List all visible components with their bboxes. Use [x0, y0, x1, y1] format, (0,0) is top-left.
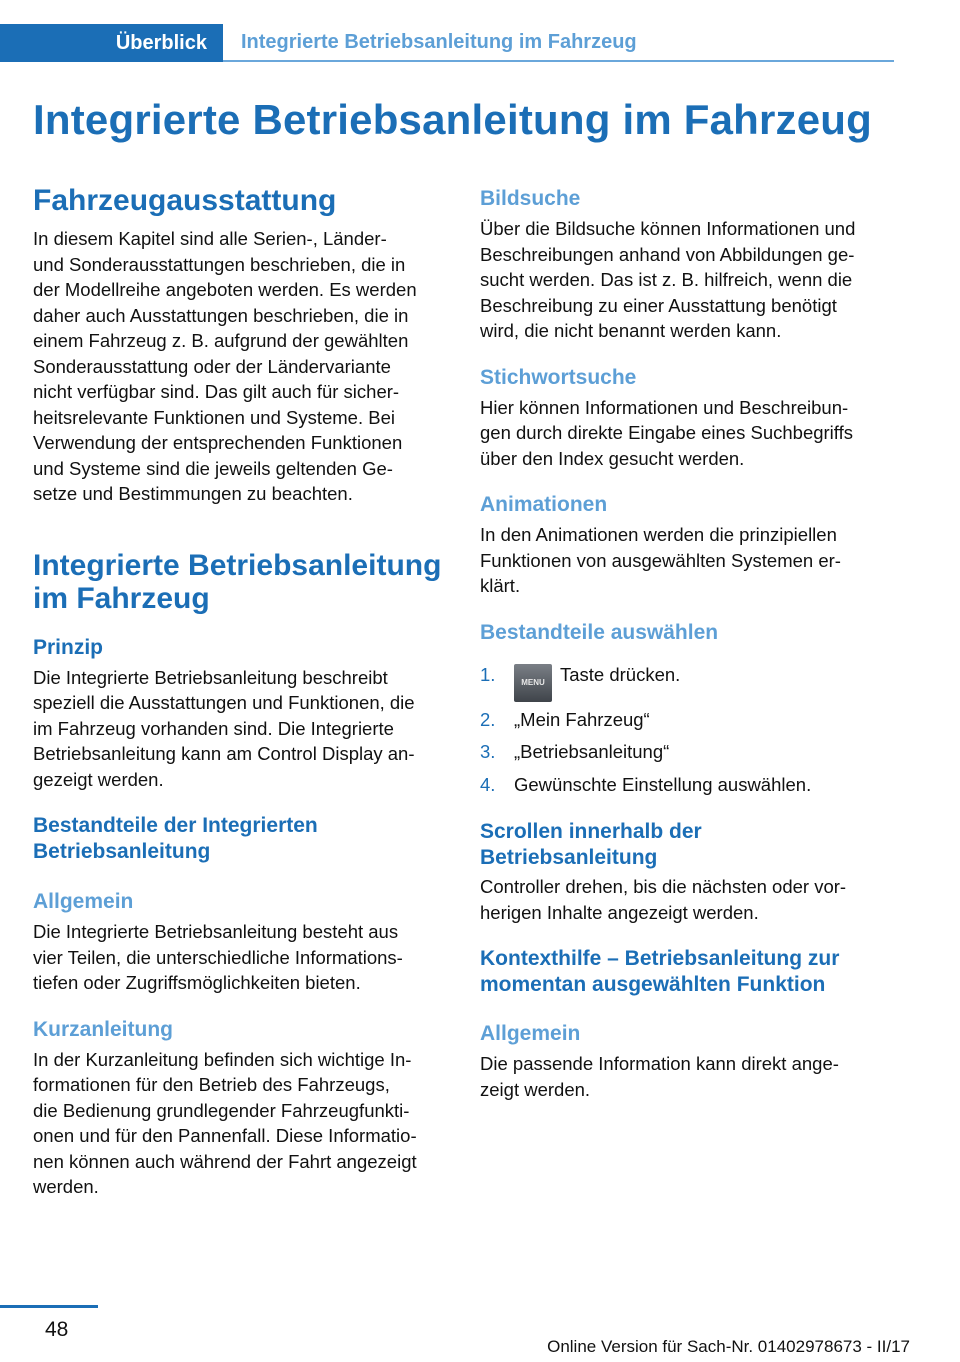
tab-label: Überblick [115, 31, 207, 54]
heading-bestandteile-auswaehlen: Bestandteile auswählen [480, 620, 719, 644]
paragraph-allgemein-2: Die passende Information kann direkt ange‐ zeigt werden. [480, 1053, 839, 1100]
left-column [33, 184, 448, 1200]
right-column [480, 184, 895, 1102]
online-version-note: Online Version für Sach-Nr. 01402978673 - II/17 [547, 1337, 910, 1356]
paragraph-allgemein: Die Integrierte Betriebsanleitung besteht aus vier Teilen, die unterschiedliche Informations‐ tiefen oder Zugriffsmöglichkeiten bieten. [33, 921, 403, 993]
paragraph-bildsuche: Über die Bildsuche können Informationen und Beschreibungen anhand von Abbildungen ge‐ sucht werden. Das ist z. B. hilfreich, wenn die Beschreibung zu einer Ausstattung benötigt wird, die nicht benannt werden kann. [480, 218, 856, 341]
heading-scrollen: Scrollen innerhalb der Betriebsanleitung [480, 820, 702, 869]
heading-bildsuche: Bildsuche [480, 187, 581, 210]
list-item: 2. „Mein Fahrzeug“ [480, 708, 650, 730]
steps-list [480, 656, 895, 798]
paragraph-prinzip: Die Integrierte Betriebsanleitung beschreibt speziell die Ausstattungen und Funktionen, die im Fahrzeug vorhanden sind. Die Integrierte Betriebsanleitung kann am Control Display an‐ gezeigt werden. [33, 666, 415, 790]
tab-ueberblick[interactable] [0, 24, 223, 62]
section-heading-integrierte-betriebsanleitung: Integrierte Betriebsanleitung im Fahrzeug [33, 548, 442, 615]
heading-animationen: Animationen [480, 493, 608, 516]
page-number: 48 [45, 1318, 69, 1341]
paragraph-fahrzeugausstattung: In diesem Kapitel sind alle Serien-, Länder‐ und Sonderausstattungen beschrieben, die in der Modellreihe angeboten werden. Es werden daher auch Ausstattungen beschrieben, die in einem Fahrzeug z. B. aufgrund der gewählten Sonderausstattung oder der Ländervariante nicht verfügbar sind. Das gilt auch für sicher‐ heitsrelevante Funktionen und Systeme. Bei Verwendung der entsprechenden Funktionen und Systeme sind die jeweils geltenden Ge‐ setze und Bestimmungen zu beachten. [33, 228, 417, 504]
heading-kurzanleitung: Kurzanleitung [33, 1017, 173, 1041]
footer-rule [0, 1305, 98, 1308]
heading-bestandteile: Bestandteile der Integrierten Betriebsanleitung [33, 814, 318, 863]
heading-prinzip: Prinzip [33, 635, 104, 659]
paragraph-scrollen: Controller drehen, bis die nächsten oder vor‐ herigen Inhalte angezeigt werden. [480, 876, 847, 923]
paragraph-kurzanleitung: In der Kurzanleitung befinden sich wichtige In‐ formationen für den Betrieb des Fahrzeugs, die Bedienung grundlegender Fahrzeugfunkti‐ onen und für den Pannenfall. Diese Informatio‐ nen können auch während der Fahrt angezeigt werden. [33, 1048, 417, 1197]
heading-stichwortsuche: Stichwortsuche [480, 365, 637, 389]
paragraph-stichwortsuche: Hier können Informationen und Beschreibun‐ gen durch direkte Eingabe eines Suchbegriffs über den Index gesucht werden. [480, 396, 853, 469]
page-title: Integrierte Betriebsanleitung im Fahrzeug [33, 96, 873, 143]
list-item: 3. „Betriebsanleitung“ [480, 741, 670, 762]
paragraph-animationen: In den Animationen werden die prinzipiellen Funktionen von ausgewählten Systemen er‐ klärt. [480, 524, 841, 596]
menu-button-icon: MENU [514, 664, 552, 702]
list-item: 1. MENU Taste drücken. [480, 656, 895, 702]
heading-allgemein-2: Allgemein [480, 1022, 581, 1045]
heading-kontexthilfe: Kontexthilfe – Betriebsanleitung zur momentan ausgewählten Funktion [480, 947, 840, 996]
header-rule [223, 60, 894, 62]
breadcrumb: Integrierte Betriebsanleitung im Fahrzeug [241, 31, 637, 53]
list-item: 4. Gewünschte Einstellung auswählen. [480, 773, 812, 795]
heading-allgemein: Allgemein [33, 890, 134, 913]
section-heading-fahrzeugausstattung: Fahrzeugausstattung [33, 184, 337, 217]
